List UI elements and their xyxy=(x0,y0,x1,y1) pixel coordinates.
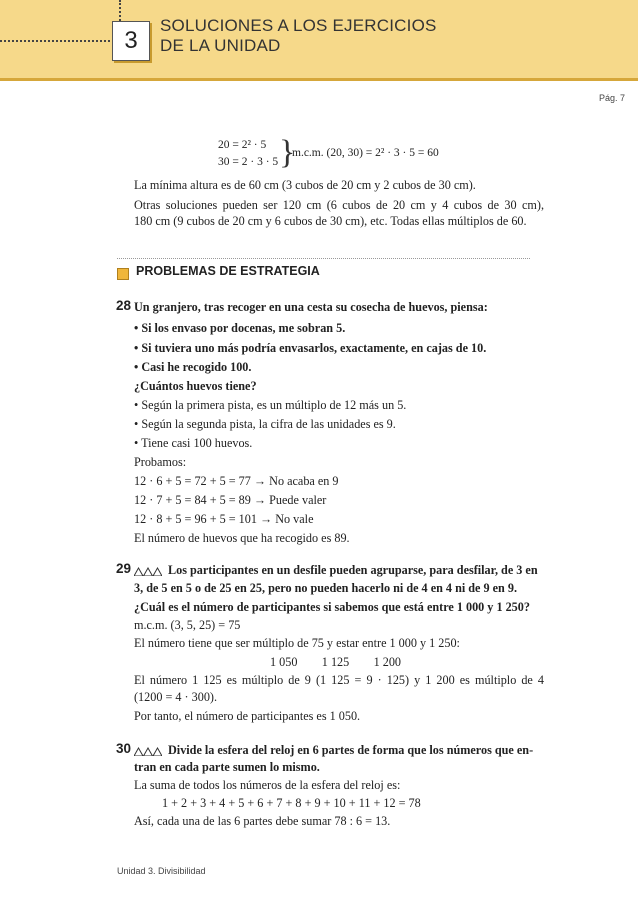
p28-try-label: Probamos: xyxy=(134,455,187,469)
problem-29-number: 29 xyxy=(116,561,132,576)
section-square-icon xyxy=(117,268,129,280)
p30-answer: Así, cada una de las 6 partes debe sumar 78 : 6 = 13. xyxy=(134,814,391,828)
p30-statement-1 xyxy=(134,742,533,758)
p29-line-1: El número tiene que ser múltiplo de 75 y estar entre 1 000 y 1 250: xyxy=(134,636,460,650)
p28-try-3: 12 · 8 + 5 = 96 + 5 = 101 → No vale xyxy=(134,512,314,526)
p28-step-1: • Según la primera pista, es un múltiplo de 12 más un 5. xyxy=(134,398,407,412)
p30-statement-1-text: Divide la esfera del reloj en 6 partes de forma que los números que en- xyxy=(168,743,534,757)
p28-try-1: 12 · 6 + 5 = 72 + 5 = 77 → No acaba en 9 xyxy=(134,474,339,488)
page-number: Pág. 7 xyxy=(598,93,625,103)
p29-options: 1 050 1 125 1 200 xyxy=(270,655,402,669)
title-line-1: SOLUCIONES A LOS EJERCICIOS xyxy=(160,16,437,35)
equation-30: 30 = 2 · 3 · 5 xyxy=(218,156,279,168)
difficulty-triangles-icon xyxy=(134,567,162,576)
p29-mcm: m.c.m. (3, 5, 25) = 75 xyxy=(134,618,241,632)
chapter-title xyxy=(160,16,437,56)
difficulty-triangles-icon xyxy=(134,747,162,756)
p29-line-2: El número 1 125 es múltiplo de 9 (1 125 = 9 · 125) y 1 200 es múltiplo de 4 xyxy=(134,673,544,687)
p28-step-3: • Tiene casi 100 huevos. xyxy=(134,436,253,450)
p28-step-2: • Según la segunda pista, la cifra de las unidades es 9. xyxy=(134,417,396,431)
p28-bullet-2: • Si tuviera uno más podría envasarlos, exactamente, en cajas de 10. xyxy=(134,341,487,355)
section-divider xyxy=(117,258,530,259)
p29-statement-3: ¿Cuál es el número de participantes si sabemos que está entre 1 000 y 1 250? xyxy=(134,600,530,614)
brace-icon: } xyxy=(279,134,296,171)
problem-30-number: 30 xyxy=(116,741,132,756)
p29-statement-2: 3, de 5 en 5 o de 25 en 25, pero no pueden hacerlo ni de 4 en 4 ni de 9 en 9. xyxy=(134,581,518,595)
p29-statement-1-text: Los participantes en un desfile pueden agruparse, para desfilar, de 3 en xyxy=(168,563,538,577)
p29-line-3: (1200 = 4 · 300). xyxy=(134,690,218,704)
intro-line-2: Otras soluciones pueden ser 120 cm (6 cubos de 20 cm y 4 cubos de 30 cm), xyxy=(134,198,544,212)
problem-28-number: 28 xyxy=(116,298,132,313)
intro-line-1: La mínima altura es de 60 cm (3 cubos de 20 cm y 2 cubos de 30 cm). xyxy=(134,178,476,192)
p29-answer: Por tanto, el número de participantes es 1 050. xyxy=(134,709,361,723)
equation-20: 20 = 2² · 5 xyxy=(218,139,267,151)
p30-sum: 1 + 2 + 3 + 4 + 5 + 6 + 7 + 8 + 9 + 10 + 11 + 12 = 78 xyxy=(162,796,421,810)
p30-statement-2: tran en cada parte sumen lo mismo. xyxy=(134,760,320,774)
intro-line-3: 180 cm (9 cubos de 20 cm y 6 cubos de 30 cm), etc. Todas ellas múltiplos de 60. xyxy=(134,214,527,228)
title-line-2: DE LA UNIDAD xyxy=(160,36,281,55)
p29-statement-1 xyxy=(134,562,538,578)
p30-line-1: La suma de todos los números de la esfera del reloj es: xyxy=(134,778,401,792)
p28-statement: Un granjero, tras recoger en una cesta su cosecha de huevos, piensa: xyxy=(134,300,488,314)
p28-bullet-3: • Casi he recogido 100. xyxy=(134,360,252,374)
p28-bullet-1: • Si los envaso por docenas, me sobran 5. xyxy=(134,321,346,335)
p28-question: ¿Cuántos huevos tiene? xyxy=(134,379,257,393)
page-footer: Unidad 3. Divisibilidad xyxy=(117,866,206,876)
mcm-result: m.c.m. (20, 30) = 2² · 3 · 5 = 60 xyxy=(292,147,439,159)
chapter-number-box: 3 xyxy=(112,21,150,61)
p28-answer: El número de huevos que ha recogido es 89. xyxy=(134,531,350,545)
p28-try-2: 12 · 7 + 5 = 84 + 5 = 89 → Puede valer xyxy=(134,493,327,507)
dotted-line-horizontal xyxy=(0,40,118,42)
section-title: PROBLEMAS DE ESTRATEGIA xyxy=(136,264,320,278)
